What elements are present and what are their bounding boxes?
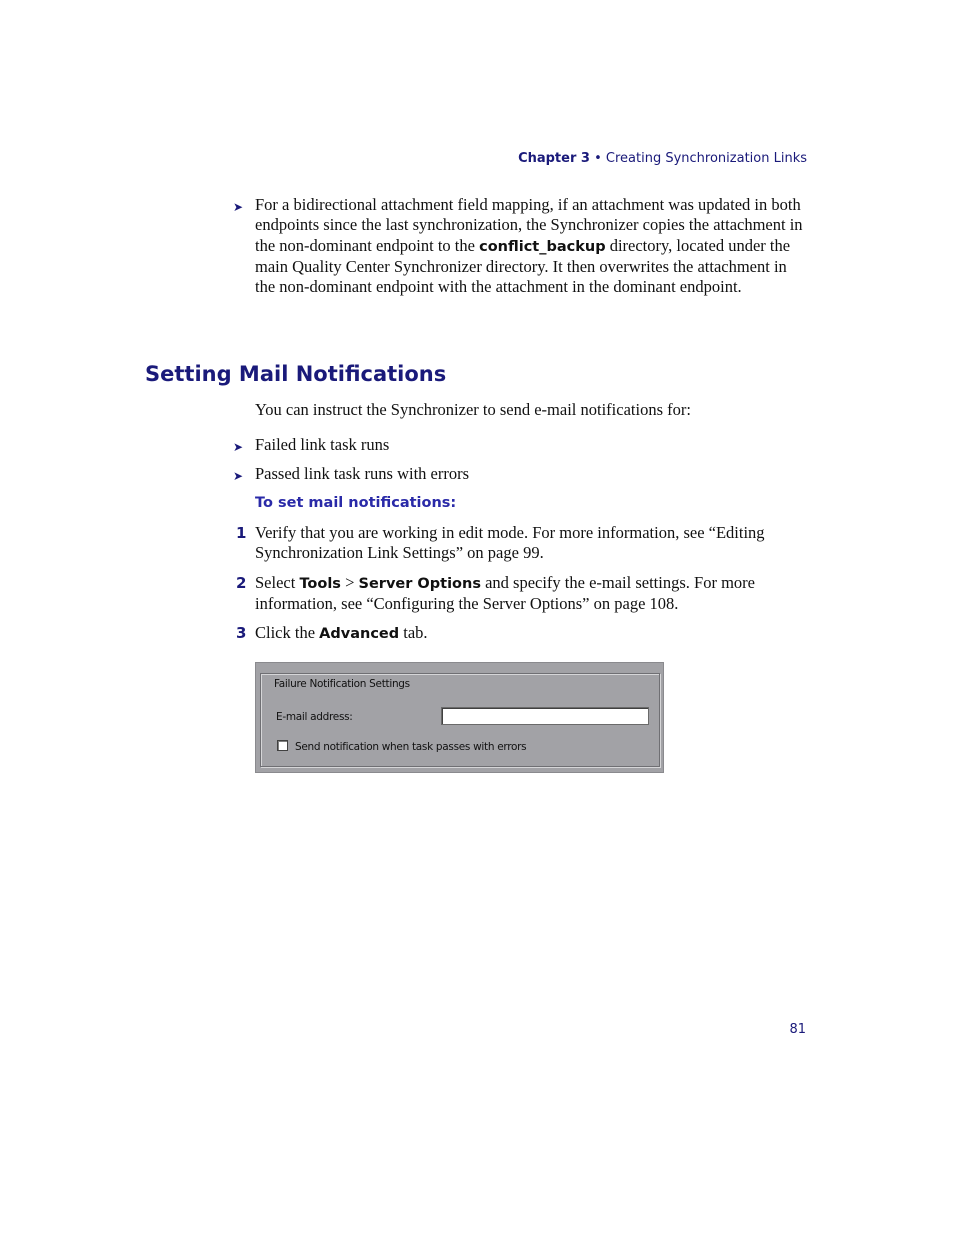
step-text-1: Click the [255, 623, 320, 642]
failure-notification-group [260, 673, 660, 767]
list-item [233, 464, 807, 484]
procedure-step [236, 623, 807, 644]
procedure-title: To set mail notifications: [255, 495, 457, 511]
step-number: 3 [236, 624, 247, 642]
step-text-1: Select [255, 573, 300, 592]
menu-server-options: Server Options [358, 576, 481, 592]
group-title: Failure Notification Settings [274, 678, 410, 690]
page-number: 81 [789, 1022, 806, 1037]
running-head [518, 151, 807, 166]
email-label: E-mail address: [276, 711, 353, 723]
step-text-3: and specify the e-mail settings. For more information, see “Configuring the Server Options” on page 108. [255, 573, 755, 614]
send-notification-checkbox[interactable] [277, 740, 288, 751]
procedure-step [236, 573, 807, 615]
step-text-2: > [340, 573, 359, 592]
step-number: 1 [236, 524, 247, 542]
list-item-text: Passed link task runs with errors [255, 464, 470, 483]
section-title: Setting Mail Notifications [145, 362, 447, 386]
procedure-step [236, 523, 807, 564]
intro-bullet-bold: conflict_backup [479, 238, 606, 255]
step-text-2: tab. [399, 623, 428, 642]
chapter-label: Chapter 3 [518, 151, 590, 166]
arrow-bullet-icon: ➤ [233, 440, 244, 454]
failure-notification-panel [255, 662, 664, 773]
email-field[interactable] [441, 707, 649, 725]
step-number: 2 [236, 574, 247, 592]
list-item [233, 435, 807, 455]
menu-tools: Tools [299, 576, 341, 592]
arrow-bullet-icon: ➤ [233, 469, 244, 483]
send-notification-label[interactable]: Send notification when task passes with errors [295, 741, 527, 753]
intro-bullet-text-2: directory, located under the main Quality Center Synchronizer directory. It then overwrites the attachment in the non-dominant endpoint with the attachment in the dominant endpoint. [255, 235, 791, 297]
list-item-text: Failed link task runs [255, 435, 390, 454]
step-text: Verify that you are working in edit mode. For more information, see “Editing Synchronization Link Settings” on page 99. [255, 523, 765, 563]
intro-bullet [233, 195, 807, 297]
running-head-separator: • [594, 151, 602, 166]
section-intro: You can instruct the Synchronizer to send e-mail notifications for: [255, 400, 691, 419]
intro-bullet-text-1: For a bidirectional attachment field mapping, if an attachment was updated in both endpoints since the last synchronization, the Synchronizer copies the attachment in the non-dominant endpoint to the [255, 195, 803, 255]
arrow-bullet-icon: ➤ [233, 200, 244, 214]
chapter-title: Creating Synchronization Links [605, 151, 807, 166]
tab-advanced-label: Advanced [319, 626, 400, 642]
